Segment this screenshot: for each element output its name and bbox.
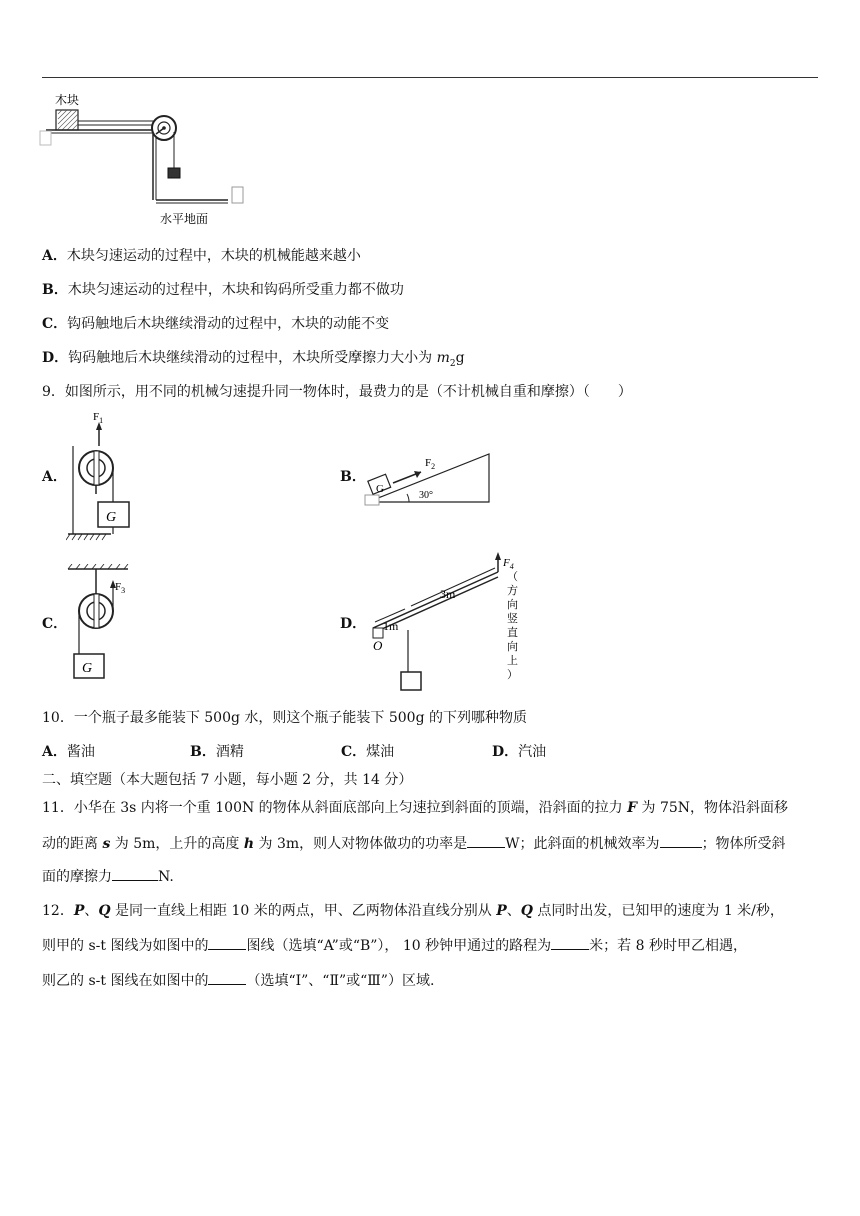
q11-line-2: 动的距离 s 为 5m，上升的高度 h 为 3m，则人对物体做功的功率是 W；此斜面的机械效率为 ；物体所受斜	[42, 833, 786, 854]
svg-text:直: 直	[507, 627, 518, 639]
blank-power[interactable]	[467, 833, 505, 848]
q10-option-d[interactable]: D．汽油	[492, 744, 547, 760]
hanging-load	[401, 672, 421, 690]
svg-text:F3: $F_3$	[115, 581, 126, 595]
q9-option-b-label[interactable]: B．	[340, 469, 366, 485]
svg-text:G: G	[82, 661, 93, 676]
q12-line-1: 12．P、Q 是同一直线上相距 10 米的两点，甲、乙两物体沿直线分别从 P、Q 点同时出发，已知甲的速度为 1 米/秒，	[42, 903, 784, 919]
q9-option-c-label[interactable]: C．	[42, 616, 68, 632]
q8-option-a[interactable]: A．木块匀速运动的过程中，木块的机械能越来越小	[42, 248, 361, 264]
ground-label: 水平地面	[160, 212, 209, 226]
q11-line-1: 11．小华在 3s 内将一个重 100N 的物体从斜面底部向上匀速拉到斜面的顶端，沿斜面的拉力 F 为 75N，物体沿斜面移	[42, 800, 789, 816]
q10-stem: 10．一个瓶子最多能装下 500g 水，则这个瓶子能装下 500g 的下列哪种物质	[42, 710, 527, 726]
svg-text:3m: 3m	[440, 587, 456, 601]
svg-text:1m: 1m	[383, 619, 399, 633]
svg-text:）: ）	[507, 669, 518, 681]
blank-distance[interactable]	[551, 935, 589, 950]
q8-option-b[interactable]: B．木块匀速运动的过程中，木块和钩码所受重力都不做功	[42, 282, 404, 298]
q9a-figure	[66, 406, 146, 544]
q8-option-d[interactable]: D．钩码触地后木块继续滑动的过程中，木块所受摩擦力大小为 $m_2g$	[42, 350, 465, 369]
q10-option-a[interactable]: A．酱油	[42, 744, 95, 760]
svg-text:向: 向	[507, 599, 518, 611]
pivot-o: O	[373, 638, 383, 653]
q9-option-d-label[interactable]: D．	[340, 616, 367, 632]
blank-graph-line[interactable]	[208, 935, 246, 950]
svg-text:G: G	[106, 510, 117, 525]
q12-line-3: 则乙的 s-t 图线在如图中的 （选填“Ⅰ”、“Ⅱ”或“Ⅲ”）区域.	[42, 970, 434, 991]
section-2-heading: 二、填空题（本大题包括 7 小题，每小题 2 分，共 14 分）	[42, 772, 413, 788]
q8-pulley-figure	[38, 88, 253, 233]
block-label: 木块	[55, 93, 80, 107]
header-rule	[42, 77, 818, 78]
q9b-figure	[363, 450, 495, 508]
blank-region[interactable]	[208, 970, 246, 985]
q9-option-a-label[interactable]: A．	[42, 469, 67, 485]
svg-text:向: 向	[507, 641, 518, 653]
svg-text:上: 上	[507, 655, 518, 667]
svg-text:F2: $F_2$	[425, 457, 436, 471]
q8-option-c[interactable]: C．钩码触地后木块继续滑动的过程中，木块的动能不变	[42, 316, 390, 332]
blank-efficiency[interactable]	[660, 833, 702, 848]
q12-line-2: 则甲的 s-t 图线为如图中的 图线（选填“A”或“B”）， 10 秒钟甲通过的路程为 米；若 8 秒时甲乙相遇，	[42, 935, 747, 956]
q9-stem: 9．如图所示，用不同的机械匀速提升同一物体时，最费力的是（不计机械自重和摩擦）（ ）	[42, 384, 632, 400]
hook-weight	[168, 168, 180, 178]
direction-note	[507, 570, 518, 681]
svg-text:30°: 30°	[419, 490, 433, 501]
q11-line-3: 面的摩擦力 N.	[42, 866, 174, 887]
q9d-figure	[363, 550, 525, 695]
svg-text:方: 方	[507, 585, 518, 597]
svg-text:F4: $F_4$	[503, 557, 514, 571]
q10-option-b[interactable]: B．酒精	[190, 744, 244, 760]
blank-friction[interactable]	[112, 866, 158, 881]
svg-text:G: G	[376, 483, 384, 495]
svg-text:F1: $F_1$	[93, 411, 104, 425]
q9c-figure	[66, 564, 136, 682]
svg-text:竖: 竖	[507, 613, 518, 625]
svg-text:（: （	[507, 571, 518, 583]
q10-option-c[interactable]: C．煤油	[341, 744, 395, 760]
